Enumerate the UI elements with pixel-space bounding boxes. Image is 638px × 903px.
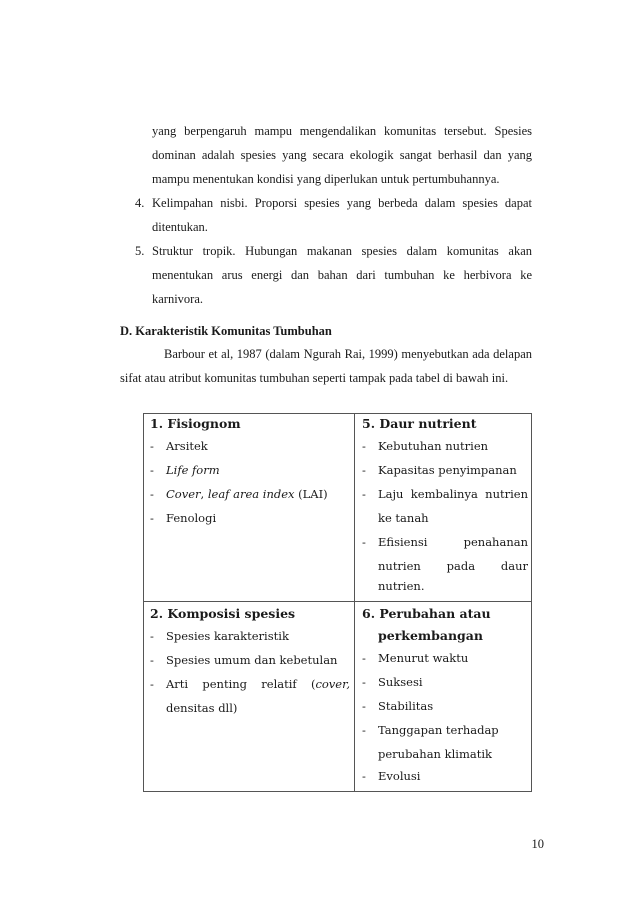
item-text: Life form (166, 463, 220, 477)
list-item-line: karnivora. (152, 292, 204, 306)
item-text: Suksesi (378, 675, 423, 689)
item-dash: - (150, 487, 154, 501)
attributes-table (143, 413, 532, 792)
item-text-italic: Cover (166, 487, 201, 501)
item-dash: - (150, 653, 154, 667)
item-text: Efisiensi penahanan (378, 535, 528, 549)
table-column-divider (354, 414, 355, 791)
cell-title-komposisi-spesies: 2. Komposisi spesies (150, 606, 296, 621)
item-text: Kapasitas penyimpanan (378, 463, 517, 477)
item-text: Menurut waktu (378, 651, 469, 665)
paragraph-line: yang berpengaruh mampu mengendalikan komunitas tersebut. Spesies (152, 124, 532, 138)
item-text (166, 676, 350, 692)
item-text: densitas dll) (166, 701, 238, 715)
item-text-part: Arti penting relatif ( (166, 677, 316, 691)
list-number: 5. (135, 244, 145, 258)
paragraph-line: dominan adalah spesies yang secara ekologik sangat berhasil dan yang (152, 148, 532, 162)
item-text: perubahan klimatik (378, 747, 492, 761)
item-text: Stabilitas (378, 699, 434, 713)
item-text: Kebutuhan nutrien (378, 439, 489, 453)
item-dash: - (150, 511, 154, 525)
list-item-line: Kelimpahan nisbi. Proporsi spesies yang berbeda dalam spesies dapat (152, 196, 532, 210)
intro-line: sifat atau atribut komunitas tumbuhan seperti tampak pada tabel di bawah ini. (120, 371, 509, 385)
item-dash: - (362, 723, 366, 737)
item-dash: - (150, 463, 154, 477)
paragraph-line: mampu menentukan kondisi yang diperlukan untuk pertumbuhannya. (152, 172, 500, 186)
item-text: Evolusi (378, 769, 421, 783)
list-item-line: menentukan arus energi dan bahan dari tumbuhan ke herbivora ke (152, 268, 532, 282)
intro-line: Barbour et al, 1987 (dalam Ngurah Rai, 1999) menyebutkan ada delapan (164, 347, 532, 361)
item-text-italic: leaf area index (207, 487, 295, 501)
item-text (166, 486, 328, 502)
item-text-italic: cover, (315, 677, 350, 691)
list-number: 4. (135, 196, 145, 210)
section-heading: D. Karakteristik Komunitas Tumbuhan (120, 324, 332, 338)
item-dash: - (362, 651, 366, 665)
cell-title-perubahan: 6. Perubahan atau (362, 606, 491, 621)
item-text: nutrien. (378, 579, 425, 593)
item-dash: - (150, 439, 154, 453)
item-dash: - (362, 769, 366, 783)
item-dash: - (362, 535, 366, 549)
item-dash: - (362, 487, 366, 501)
cell-title-fisiognom: 1. Fisiognom (150, 416, 241, 431)
list-item-line: ditentukan. (152, 220, 208, 234)
list-item-line: Struktur tropik. Hubungan makanan spesies dalam komunitas akan (152, 244, 532, 258)
item-dash: - (362, 699, 366, 713)
item-dash: - (362, 463, 366, 477)
item-dash: - (150, 629, 154, 643)
item-text-part: (LAI) (294, 487, 328, 501)
item-text: Fenologi (166, 511, 217, 525)
item-text: Spesies karakteristik (166, 629, 289, 643)
page-number: 10 (531, 837, 544, 851)
item-text: nutrien pada daur (378, 559, 528, 573)
item-dash: - (150, 677, 154, 691)
item-text: Laju kembalinya nutrien (378, 487, 528, 501)
item-text: ke tanah (378, 511, 429, 525)
cell-title-daur-nutrient: 5. Daur nutrient (362, 416, 477, 431)
cell-title-perubahan-cont: perkembangan (378, 628, 483, 643)
item-dash: - (362, 439, 366, 453)
item-dash: - (362, 675, 366, 689)
table-row-divider (144, 601, 531, 602)
item-text-part: , (200, 487, 208, 501)
item-text: Tanggapan terhadap (378, 723, 499, 737)
item-text: Spesies umum dan kebetulan (166, 653, 338, 667)
item-text: Arsitek (166, 439, 208, 453)
